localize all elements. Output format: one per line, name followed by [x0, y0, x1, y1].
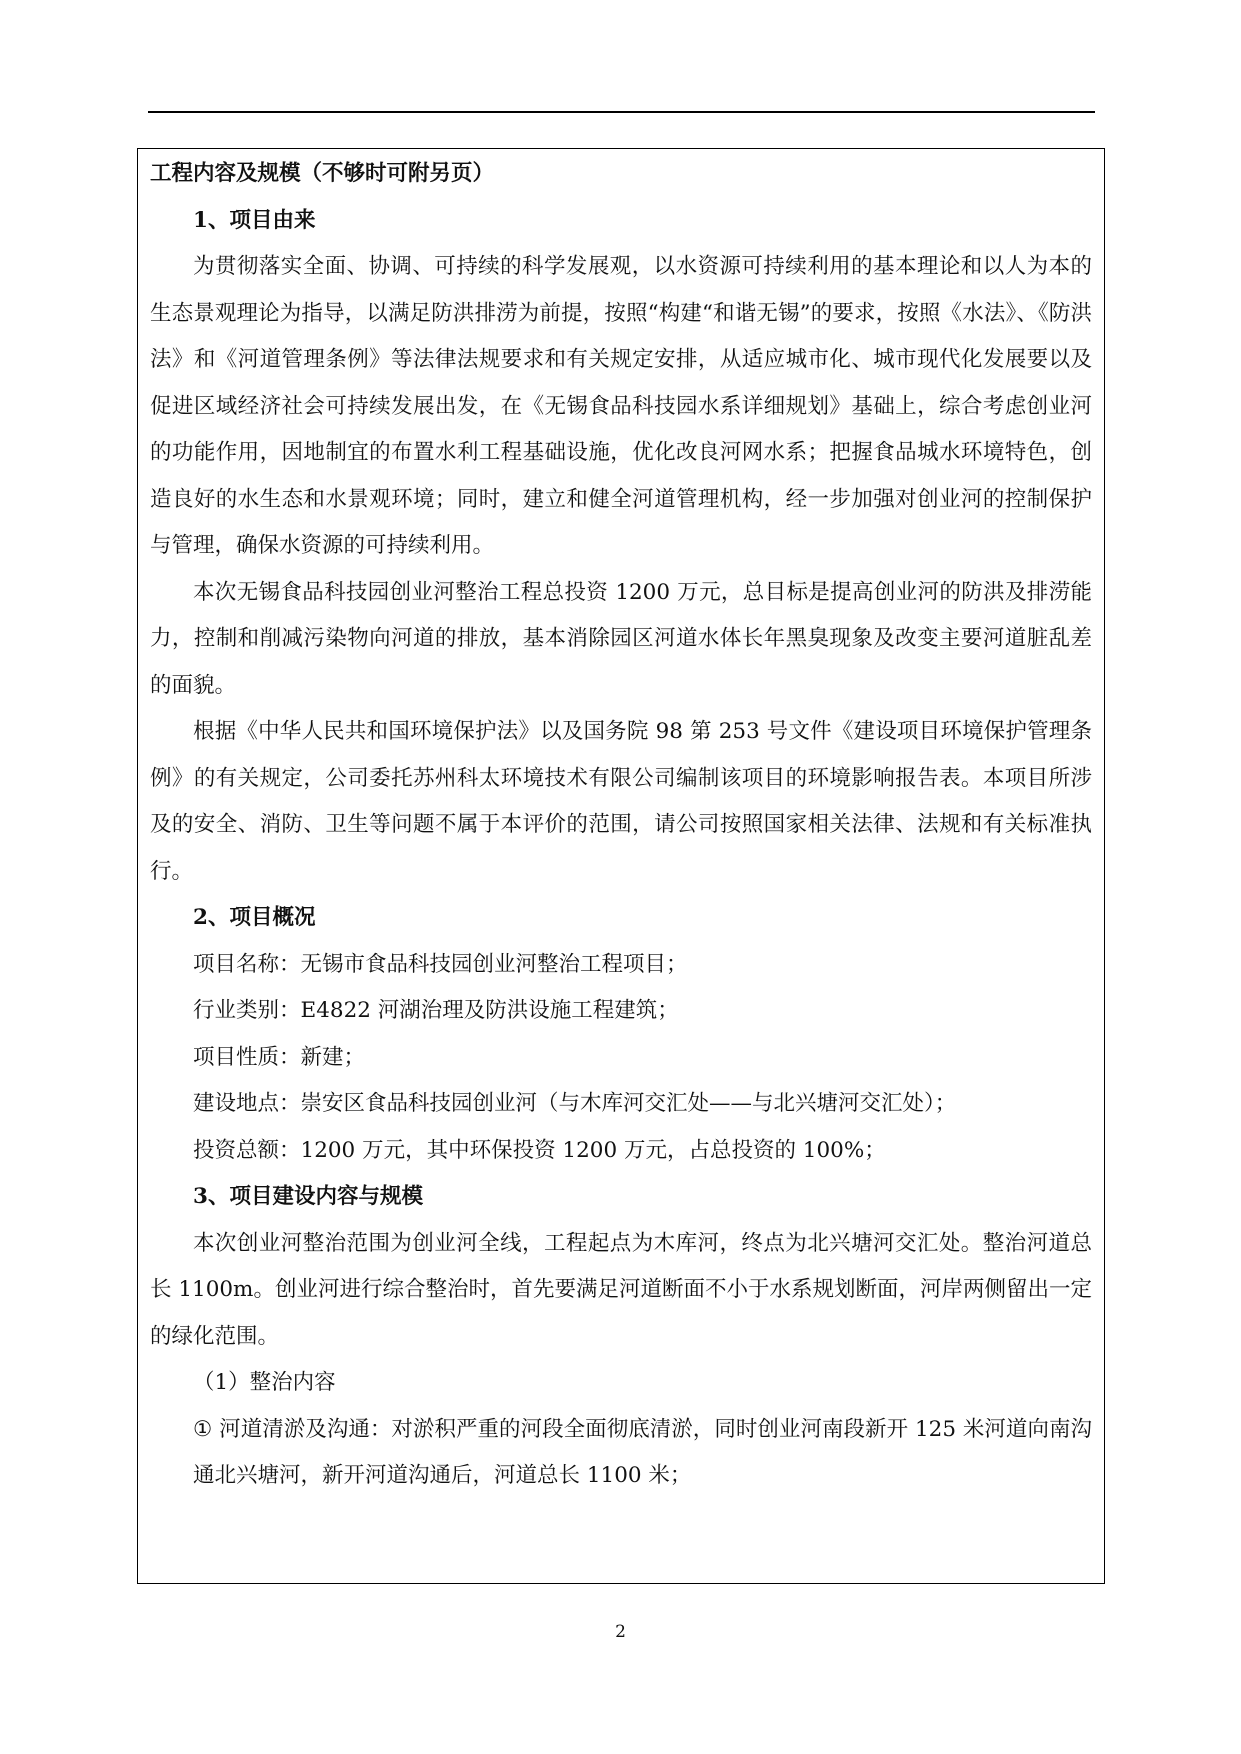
item-text: 河道清淤及沟通：对淤积严重的河段全面彻底清淤，同时创业河南段新开 125 米河道向南沟通北兴塘河，新开河道沟通后，河道总长 1100 米； [193, 1416, 1092, 1488]
field-value: 1200 万元，其中环保投资 1200 万元，占总投资的 100%； [300, 1137, 886, 1163]
field-label: 投资总额： [193, 1137, 301, 1163]
field-location [150, 1081, 1092, 1128]
field-industry [150, 988, 1092, 1035]
header-rule [148, 111, 1095, 113]
paragraph: 根据《中华人民共和国环境保护法》以及国务院 98 第 253 号文件《建设项目环境保护管理条例》的有关规定，公司委托苏州科太环境技术有限公司编制该项目的环境影响报告表。本项目所涉及的安全、消防、卫生等问题不属于本评价的范围，请公司按照国家相关法律、法规和有关标准执行。 [150, 719, 1092, 884]
item-marker: ① [193, 1416, 213, 1442]
field-value: 无锡市食品科技园创业河整治工程项目； [300, 951, 688, 977]
page-number: 2 [615, 1622, 626, 1642]
section-title-overview: 2、项目概况 [193, 905, 316, 930]
field-label: 行业类别： [193, 998, 301, 1023]
field-value: 崇安区食品科技园创业河（与木库河交汇处——与北兴塘河交汇处）； [300, 1091, 957, 1116]
field-nature [150, 1035, 1092, 1082]
list-item [150, 1407, 1092, 1500]
field-label: 建设地点： [193, 1091, 301, 1116]
paragraph: 本次无锡食品科技园创业河整治工程总投资 1200 万元，总目标是提高创业河的防洪及排涝能力，控制和削减污染物向河道的排放，基本消除园区河道水体长年黑臭现象及改变主要河道脏乱差的面貌。 [150, 579, 1092, 698]
field-label: 项目性质： [193, 1044, 301, 1070]
field-investment [150, 1128, 1092, 1175]
paragraph: 为贯彻落实全面、协调、可持续的科学发展观，以水资源可持续利用的基本理论和以人为本的生态景观理论为指导，以满足防洪排涝为前提，按照“构建“和谐无锡”的要求，按照《水法》、《防洪法》和《河道管理条例》等法律法规要求和有关规定安排，从适应城市化、城市现代化发展要以及促进区域经济社会可持续发展出发，在《无锡食品科技园水系详细规划》基础上，综合考虑创业河的功能作用，因地制宜的布置水利工程基础设施，优化改良河网水系；把握食品城水环境特色，创造良好的水生态和水景观环境；同时，建立和健全河道管理机构，经一步加强对创业河的控制保护与管理，确保水资源的可持续利用。 [150, 254, 1092, 558]
section-title-origin: 1、项目由来 [193, 207, 316, 233]
box-heading: 工程内容及规模（不够时可附另页） [150, 161, 495, 186]
field-label: 项目名称： [193, 951, 301, 977]
field-project-name [150, 942, 1092, 989]
paragraph: 本次创业河整治范围为创业河全线，工程起点为木库河，终点为北兴塘河交汇处。整治河道总长 1100m。创业河进行综合整治时，首先要满足河道断面不小于水系规划断面，河岸两侧留出一定的绿化范围。 [150, 1230, 1092, 1349]
field-value: E4822 河湖治理及防洪设施工程建筑； [300, 998, 679, 1023]
subheading: （1）整治内容 [193, 1370, 336, 1395]
field-value: 新建； [300, 1044, 366, 1070]
section-title-scope: 3、项目建设内容与规模 [193, 1184, 423, 1209]
content-box [137, 148, 1105, 1584]
